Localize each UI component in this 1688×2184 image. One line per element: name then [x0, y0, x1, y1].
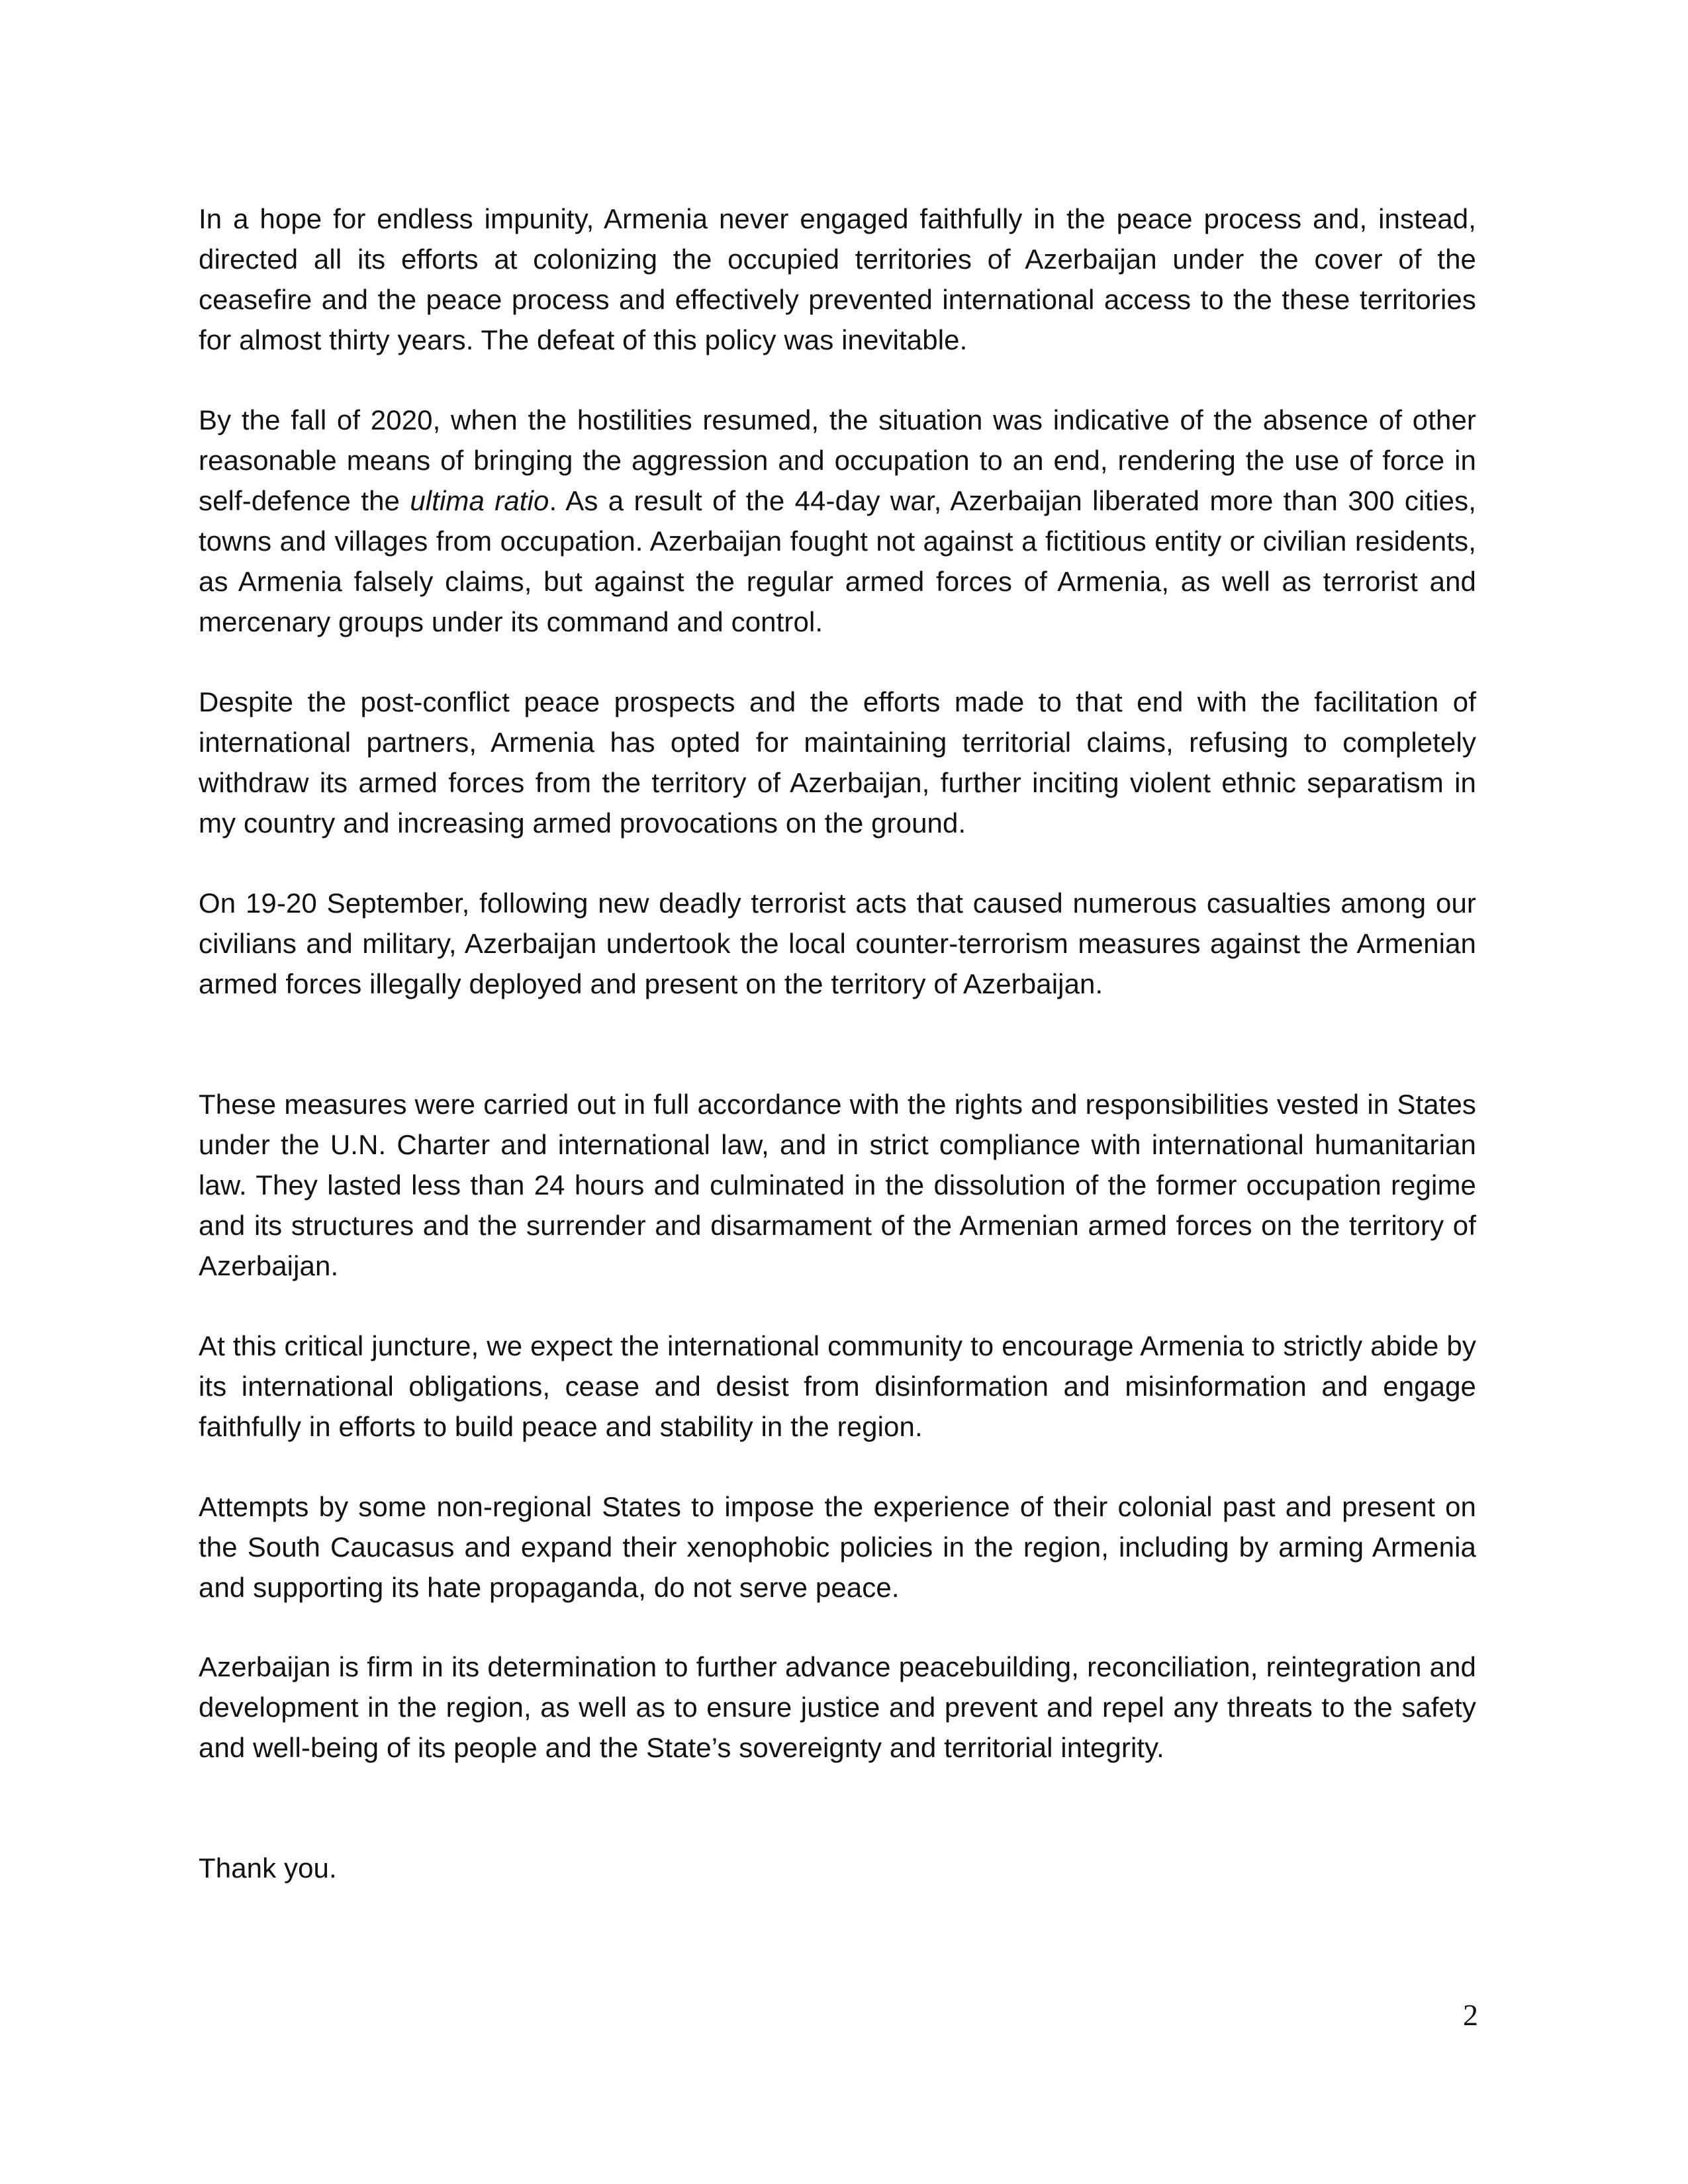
paragraph-post-conflict: Despite the post-conflict peace prospects and the efforts made to that end with the facilitation of international partners, Armenia has opted for maintaining territorial claims, refusing to completely withdraw its armed forces from the territory of Azerbaijan, further inciting violent ethnic separatism in my country and increasing armed provocations on the ground.: [199, 686, 1476, 839]
paragraph-fall-2020: [199, 400, 1476, 642]
paragraph-non-regional-states: Attempts by some non-regional States to impose the experience of their colonial past and present on the South Caucasus and expand their xenophobic policies in the region, including by arming Armenia and supporting its hate propaganda, do not serve peace.: [199, 1491, 1476, 1603]
closing-thank-you: Thank you.: [199, 1852, 337, 1884]
paragraph-impunity: In a hope for endless impunity, Armenia never engaged faithfully in the peace process and, instead, directed all its efforts at colonizing the occupied territories of Azerbaijan under the cover of the ceasefire and the peace process and effectively prevented international access to the these territories for almost thirty years. The defeat of this policy was inevitable.: [199, 203, 1476, 355]
paragraph-critical-juncture: At this critical juncture, we expect the international community to encourage Armenia to strictly abide by its international obligations, cease and desist from disinformation and misinformation and engage faithfully in efforts to build peace and stability in the region.: [199, 1330, 1476, 1442]
paragraph-fall-2020-after: . As a result of the 44-day war, Azerbaijan liberated more than 300 cities, towns and villages from occupation. Azerbaijan fought not against a fictitious entity or civilian residents, as Armenia falsely claims, but against the regular armed forces of Armenia, as well as terrorist and mercenary groups under its command and control.: [199, 485, 1476, 637]
paragraph-fall-2020-before: By the fall of 2020, when the hostilities resumed, the situation was indicative of the absence of other reasonable means of bringing the aggression and occupation to an end, rendering the use of force in self-defence the: [199, 404, 1476, 516]
paragraph-measures: These measures were carried out in full accordance with the rights and responsibilities vested in States under the U.N. Charter and international law, and in strict compliance with international humanitarian law. They lasted less than 24 hours and culminated in the dissolution of the former occupation regime and its structures and the surrender and disarmament of the Armenian armed forces on the territory of Azerbaijan.: [199, 1089, 1476, 1281]
page-number: 2: [1463, 1998, 1478, 2032]
paragraph-september: On 19-20 September, following new deadly terrorist acts that caused numerous casualties among our civilians and military, Azerbaijan undertook the local counter-terrorism measures against the Armenian armed forces illegally deployed and present on the territory of Azerbaijan.: [199, 887, 1476, 999]
ultima-ratio-italic: ultima ratio: [410, 485, 549, 516]
paragraph-azerbaijan-firm: Azerbaijan is firm in its determination to further advance peacebuilding, reconciliation, reintegration and development in the region, as well as to ensure justice and prevent and repel any threats to the safety and well-being of its people and the State’s sovereignty and territorial integrity.: [199, 1651, 1476, 1763]
